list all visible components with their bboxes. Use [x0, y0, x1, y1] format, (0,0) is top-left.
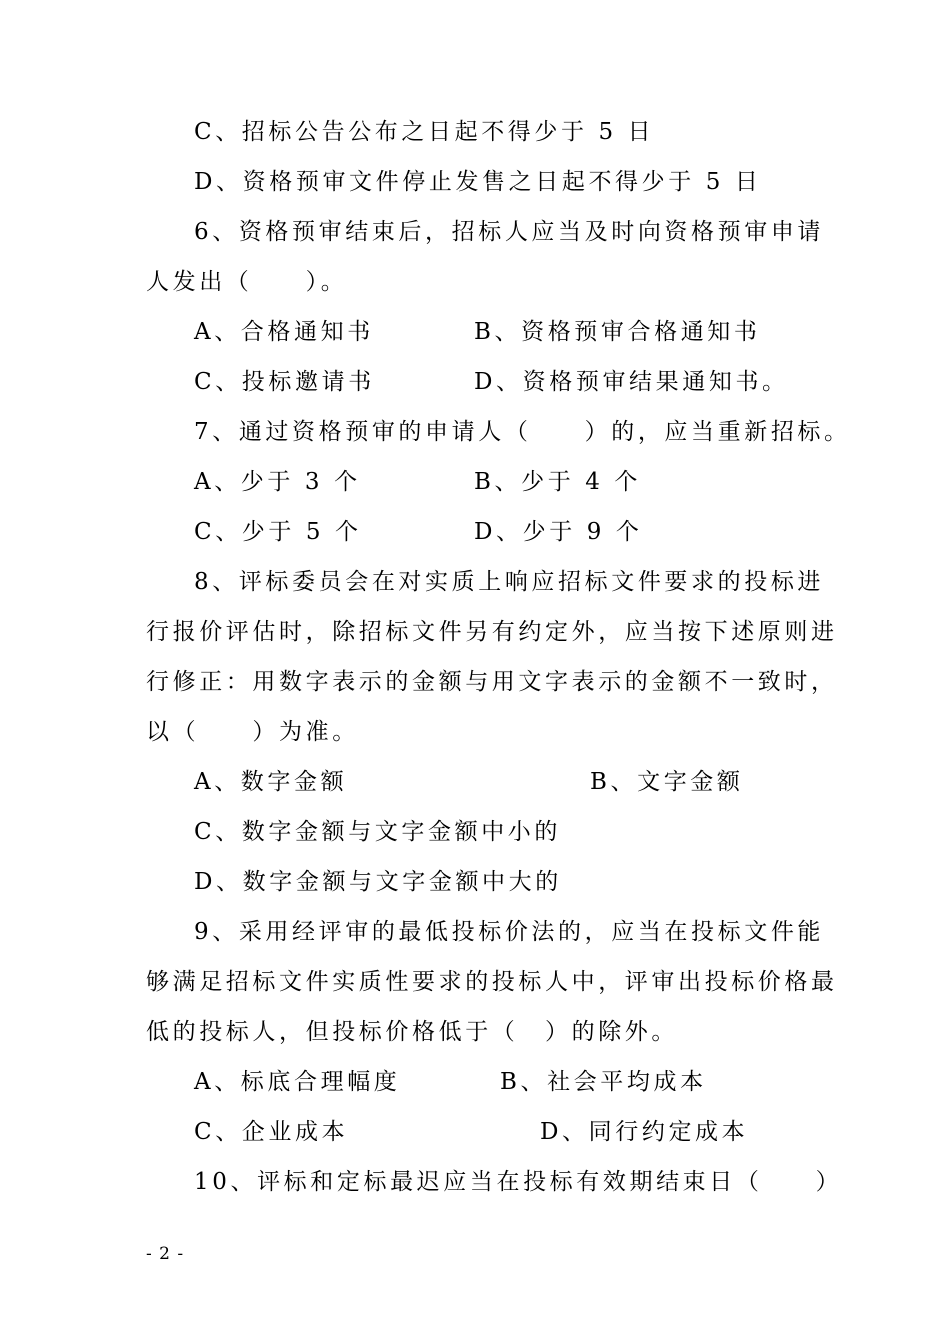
q9-option-a: A、标底合理幅度 — [194, 1069, 401, 1095]
q8-option-d: D、数字金额与文字金额中大的 — [194, 869, 562, 895]
q10-text: 10、评标和定标最迟应当在投标有效期结束日（ ） — [194, 1169, 843, 1195]
q6-option-a: A、合格通知书 — [194, 319, 374, 345]
q6-text-line-2: 人发出（ ）。 — [146, 269, 348, 295]
q8-text-line-1: 8、评标委员会在对实质上响应招标文件要求的投标进 — [194, 569, 825, 595]
q8-option-b: B、文字金额 — [590, 769, 744, 795]
q7-option-a: A、少于 3 个 — [194, 469, 361, 495]
q7-option-c: C、少于 5 个 — [194, 519, 362, 545]
q9-text-line-1: 9、采用经评审的最低投标价法的，应当在投标文件能 — [194, 919, 825, 945]
q7-option-d: D、少于 9 个 — [474, 519, 643, 545]
q9-text-line-2: 够满足招标文件实质性要求的投标人中，评审出投标价格最 — [146, 969, 838, 995]
q7-text: 7、通过资格预审的申请人（ ）的，应当重新招标。 — [194, 419, 851, 445]
q8-option-c: C、数字金额与文字金额中小的 — [194, 819, 561, 845]
q6-text-line-1: 6、资格预审结束后，招标人应当及时向资格预审申请 — [194, 219, 825, 245]
q5-option-c: C、招标公告公布之日起不得少于 5 日 — [194, 119, 655, 145]
q8-option-a: A、数字金额 — [194, 769, 348, 795]
q9-option-b: B、社会平均成本 — [500, 1069, 707, 1095]
q8-text-line-4: 以（ ）为准。 — [146, 719, 359, 745]
page-number: - 2 - — [146, 1244, 185, 1264]
q7-option-b: B、少于 4 个 — [474, 469, 641, 495]
q6-option-b: B、资格预审合格通知书 — [474, 319, 761, 345]
q6-option-c: C、投标邀请书 — [194, 369, 375, 395]
q9-option-c: C、企业成本 — [194, 1119, 349, 1145]
q8-text-line-2: 行报价评估时，除招标文件另有约定外，应当按下述原则进 — [146, 619, 838, 645]
q9-option-d: D、同行约定成本 — [540, 1119, 749, 1145]
q6-option-d: D、资格预审结果通知书。 — [474, 369, 789, 395]
q9-text-line-3: 低的投标人，但投标价格低于（ ）的除外。 — [146, 1019, 678, 1045]
q5-option-d: D、资格预审文件停止发售之日起不得少于 5 日 — [194, 169, 762, 195]
q8-text-line-3: 行修正：用数字表示的金额与用文字表示的金额不一致时， — [146, 669, 838, 695]
